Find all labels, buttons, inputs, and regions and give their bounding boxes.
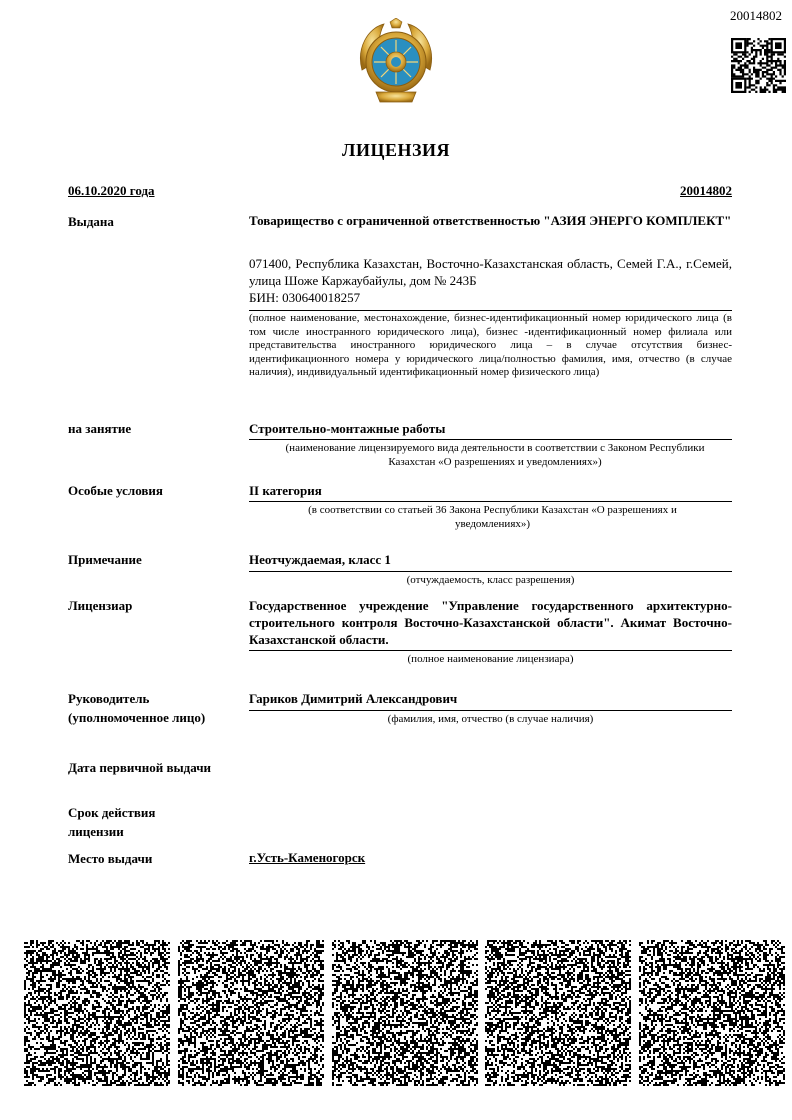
activity-value: Строительно-монтажные работы xyxy=(249,421,446,436)
page-title: ЛИЦЕНЗИЯ xyxy=(342,140,450,160)
license-date: 06.10.2020 года xyxy=(68,183,155,198)
remark-label: Примечание xyxy=(68,552,142,567)
issued-rule xyxy=(249,310,732,311)
validity-label-line2: лицензии xyxy=(68,824,124,839)
head-note: (фамилия, имя, отчество (в случае наличия) xyxy=(387,713,594,725)
conditions-value: II категория xyxy=(249,483,322,498)
head-label-line1: Руководитель xyxy=(68,691,150,706)
head-label xyxy=(68,689,205,727)
conditions-note: (в соответствии со статьей 36 Закона Республики Казахстан «О разрешениях и уведомлениях») xyxy=(308,504,677,530)
place-label: Место выдачи xyxy=(68,851,153,866)
remark-value: Неотчуждаемая, класс 1 xyxy=(249,552,391,567)
issued-address: 071400, Республика Казахстан, Восточно-Казахстанская область, Семей Г.А., г.Семей, улица Шоже Каржаубайулы, дом № 243Б xyxy=(249,256,732,288)
qr-code-1 xyxy=(24,940,170,1086)
issued-bin: БИН: 030640018257 xyxy=(249,290,361,305)
conditions-label: Особые условия xyxy=(68,483,163,498)
licensor-value: Государственное учреждение "Управление государственного архитектурно-строительного контроля Восточно-Казахстанской области". Акимат Восточно-Казахстанской области. xyxy=(249,598,732,647)
remark-rule xyxy=(249,571,732,572)
qr-code-5 xyxy=(639,940,785,1086)
qr-code-3 xyxy=(332,940,478,1086)
qr-code-4 xyxy=(485,940,631,1086)
head-value: Гариков Димитрий Александрович xyxy=(249,691,458,706)
issued-note: (полное наименование, местонахождение, бизнес-идентификационный номер юридического лица (в том числе иностранного юридического лица), бизнес -идентификационный номер филиала или представительства иностранного юридического лица – в случае отсутствия бизнес-идентификационного номера у юридического лица/полностью фамилия, имя, отчество (в случае наличия), индивидуальный идентификационный номер физического лица) xyxy=(249,312,732,378)
licensor-rule xyxy=(249,650,732,651)
activity-rule xyxy=(249,439,732,440)
activity-label: на занятие xyxy=(68,421,132,436)
conditions-rule xyxy=(249,501,732,502)
place-value: г.Усть-Каменогорск xyxy=(249,850,366,865)
qr-code-small xyxy=(731,38,786,96)
license-number: 20014802 xyxy=(680,183,732,198)
head-rule xyxy=(249,710,732,711)
document-number-top: 20014802 xyxy=(730,8,782,23)
issued-label: Выдана xyxy=(68,214,114,229)
validity-label-line1: Срок действия xyxy=(68,805,156,820)
remark-note: (отчуждаемость, класс разрешения) xyxy=(406,574,575,586)
licensor-note: (полное наименование лицензиара) xyxy=(407,653,574,665)
issued-org-name: Товарищество с ограниченной ответственностью "АЗИЯ ЭНЕРГО КОМПЛЕКТ" xyxy=(249,213,732,228)
kazakhstan-emblem xyxy=(354,18,438,104)
licensor-label: Лицензиар xyxy=(68,598,133,613)
head-label-line2: (уполномоченное лицо) xyxy=(68,710,206,725)
activity-note: (наименование лицензируемого вида деятельности в соответствии с Законом Республики Казахстан «О разрешениях и уведомлениях») xyxy=(285,442,705,468)
qr-code-2 xyxy=(178,940,324,1086)
validity-label xyxy=(68,803,155,841)
first-issue-label: Дата первичной выдачи xyxy=(68,760,212,775)
